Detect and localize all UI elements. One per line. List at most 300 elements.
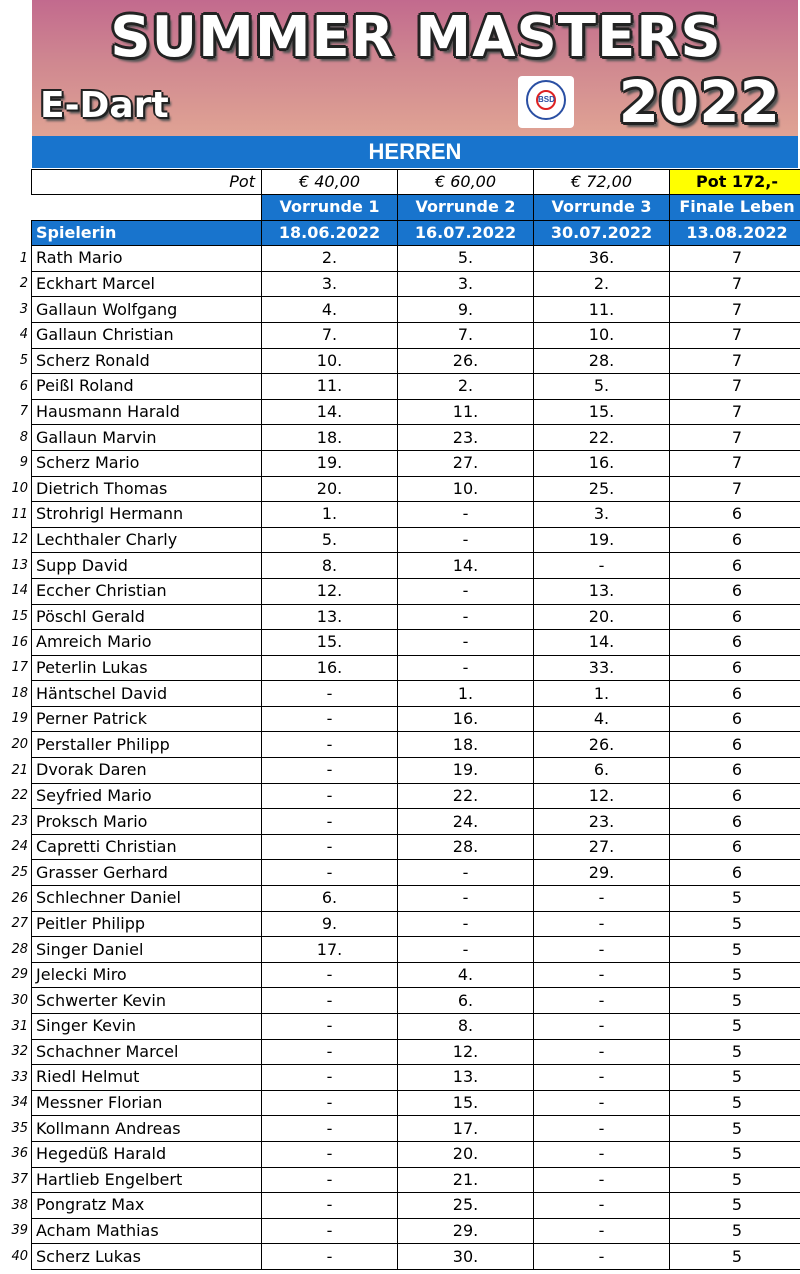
round-1-place: - bbox=[262, 732, 398, 758]
player-name: Proksch Mario bbox=[32, 809, 262, 835]
table-row bbox=[32, 1218, 800, 1244]
header-date-3: 30.07.2022 bbox=[534, 220, 670, 246]
table-row bbox=[32, 1193, 800, 1219]
player-name: Dvorak Daren bbox=[32, 758, 262, 784]
row-number: 33 bbox=[11, 1069, 28, 1085]
round-2-place: 14. bbox=[398, 553, 534, 579]
row-number: 23 bbox=[11, 813, 28, 829]
round-2-place: - bbox=[398, 578, 534, 604]
round-2-place: - bbox=[398, 502, 534, 528]
final-lives: 6 bbox=[670, 527, 800, 553]
table-row bbox=[32, 399, 800, 425]
round-3-place: 23. bbox=[534, 809, 670, 835]
player-name: Schachner Marcel bbox=[32, 1039, 262, 1065]
final-lives: 6 bbox=[670, 860, 800, 886]
round-1-place: 2. bbox=[262, 246, 398, 272]
round-1-place: 7. bbox=[262, 322, 398, 348]
player-name: Hegedüß Harald bbox=[32, 1141, 262, 1167]
round-2-place: - bbox=[398, 604, 534, 630]
round-3-place: - bbox=[534, 1141, 670, 1167]
round-3-place: 25. bbox=[534, 476, 670, 502]
round-2-place: 2. bbox=[398, 374, 534, 400]
round-2-place: 16. bbox=[398, 706, 534, 732]
row-number: 30 bbox=[11, 992, 28, 1008]
round-2-place: - bbox=[398, 527, 534, 553]
row-number: 13 bbox=[11, 557, 28, 573]
round-1-place: - bbox=[262, 834, 398, 860]
table-row bbox=[32, 1167, 800, 1193]
player-name: Eccher Christian bbox=[32, 578, 262, 604]
row-number: 5 bbox=[19, 353, 28, 369]
header-date-2: 16.07.2022 bbox=[398, 220, 534, 246]
header-round-3: Vorrunde 3 bbox=[534, 195, 670, 221]
round-3-place: 28. bbox=[534, 348, 670, 374]
round-3-place: 2. bbox=[534, 271, 670, 297]
bsd-logo-icon bbox=[518, 76, 574, 128]
final-lives: 5 bbox=[670, 962, 800, 988]
row-number: 7 bbox=[19, 404, 28, 420]
round-3-place: 4. bbox=[534, 706, 670, 732]
row-number: 1 bbox=[19, 250, 28, 266]
player-name: Eckhart Marcel bbox=[32, 271, 262, 297]
table-row bbox=[32, 553, 800, 579]
table-row bbox=[32, 1090, 800, 1116]
logo-mark: BSD bbox=[536, 90, 556, 110]
banner-year: 2022 bbox=[618, 68, 780, 136]
header-date-final: 13.08.2022 bbox=[670, 220, 800, 246]
round-1-place: - bbox=[262, 809, 398, 835]
row-number: 39 bbox=[11, 1223, 28, 1239]
round-2-place: 20. bbox=[398, 1141, 534, 1167]
round-1-place: 14. bbox=[262, 399, 398, 425]
final-lives: 6 bbox=[670, 630, 800, 656]
player-name: Singer Daniel bbox=[32, 937, 262, 963]
round-2-place: - bbox=[398, 886, 534, 912]
round-2-place: 29. bbox=[398, 1218, 534, 1244]
row-number: 27 bbox=[11, 916, 28, 932]
row-number: 14 bbox=[11, 583, 28, 599]
final-lives: 7 bbox=[670, 425, 800, 451]
final-lives: 7 bbox=[670, 348, 800, 374]
row-number: 29 bbox=[11, 967, 28, 983]
row-number: 10 bbox=[11, 481, 28, 497]
final-lives: 5 bbox=[670, 1167, 800, 1193]
round-1-place: - bbox=[262, 1141, 398, 1167]
table-row bbox=[32, 604, 800, 630]
final-lives: 7 bbox=[670, 450, 800, 476]
round-3-place: - bbox=[534, 553, 670, 579]
round-3-place: 22. bbox=[534, 425, 670, 451]
round-1-place: 19. bbox=[262, 450, 398, 476]
round-1-place: - bbox=[262, 1014, 398, 1040]
round-3-place: 1. bbox=[534, 681, 670, 707]
final-lives: 6 bbox=[670, 502, 800, 528]
table-row bbox=[32, 1039, 800, 1065]
final-lives: 6 bbox=[670, 578, 800, 604]
row-number: 25 bbox=[11, 864, 28, 880]
round-1-place: 10. bbox=[262, 348, 398, 374]
player-name: Dietrich Thomas bbox=[32, 476, 262, 502]
row-number: 26 bbox=[11, 890, 28, 906]
round-2-place: 22. bbox=[398, 783, 534, 809]
final-lives: 5 bbox=[670, 1193, 800, 1219]
round-1-place: 12. bbox=[262, 578, 398, 604]
player-name: Supp David bbox=[32, 553, 262, 579]
table-row bbox=[32, 1141, 800, 1167]
player-name: Schwerter Kevin bbox=[32, 988, 262, 1014]
table-row bbox=[32, 962, 800, 988]
final-lives: 5 bbox=[670, 1090, 800, 1116]
final-lives: 6 bbox=[670, 758, 800, 784]
round-3-place: 29. bbox=[534, 860, 670, 886]
player-name: Acham Mathias bbox=[32, 1218, 262, 1244]
round-3-place: 12. bbox=[534, 783, 670, 809]
round-3-place: - bbox=[534, 1090, 670, 1116]
header-date-1: 18.06.2022 bbox=[262, 220, 398, 246]
round-3-place: 10. bbox=[534, 322, 670, 348]
round-2-place: 9. bbox=[398, 297, 534, 323]
round-2-place: 10. bbox=[398, 476, 534, 502]
round-2-place: 3. bbox=[398, 271, 534, 297]
section-title: HERREN bbox=[32, 136, 798, 168]
round-1-place: - bbox=[262, 962, 398, 988]
final-lives: 6 bbox=[670, 809, 800, 835]
row-number: 32 bbox=[11, 1044, 28, 1060]
final-lives: 6 bbox=[670, 834, 800, 860]
round-2-place: - bbox=[398, 911, 534, 937]
round-1-place: - bbox=[262, 1116, 398, 1142]
final-lives: 5 bbox=[670, 937, 800, 963]
banner-subtitle: E-Dart bbox=[40, 85, 169, 126]
round-2-place: - bbox=[398, 630, 534, 656]
row-number: 19 bbox=[11, 711, 28, 727]
row-number: 20 bbox=[11, 736, 28, 752]
round-3-place: 19. bbox=[534, 527, 670, 553]
round-2-place: - bbox=[398, 655, 534, 681]
round-3-place: - bbox=[534, 1167, 670, 1193]
final-lives: 6 bbox=[670, 681, 800, 707]
final-lives: 7 bbox=[670, 246, 800, 272]
table-row bbox=[32, 1014, 800, 1040]
row-number: 4 bbox=[19, 327, 28, 343]
final-lives: 7 bbox=[670, 271, 800, 297]
round-3-place: 13. bbox=[534, 578, 670, 604]
player-name: Peitler Philipp bbox=[32, 911, 262, 937]
header-spacer bbox=[32, 195, 262, 221]
row-number: 17 bbox=[11, 660, 28, 676]
round-3-place: - bbox=[534, 1014, 670, 1040]
round-2-place: 8. bbox=[398, 1014, 534, 1040]
final-lives: 6 bbox=[670, 706, 800, 732]
round-3-place: 20. bbox=[534, 604, 670, 630]
round-3-place: 6. bbox=[534, 758, 670, 784]
row-number: 12 bbox=[11, 532, 28, 548]
results-table bbox=[31, 169, 800, 1270]
player-name: Gallaun Marvin bbox=[32, 425, 262, 451]
round-1-place: - bbox=[262, 1218, 398, 1244]
table-row bbox=[32, 476, 800, 502]
header-round-1: Vorrunde 1 bbox=[262, 195, 398, 221]
table-row bbox=[32, 937, 800, 963]
table-row bbox=[32, 374, 800, 400]
table-row bbox=[32, 271, 800, 297]
round-1-place: - bbox=[262, 758, 398, 784]
round-2-place: 27. bbox=[398, 450, 534, 476]
round-2-place: 1. bbox=[398, 681, 534, 707]
table-row bbox=[32, 1244, 800, 1270]
player-name: Perner Patrick bbox=[32, 706, 262, 732]
player-name: Amreich Mario bbox=[32, 630, 262, 656]
table-row bbox=[32, 988, 800, 1014]
round-2-place: 17. bbox=[398, 1116, 534, 1142]
row-number: 36 bbox=[11, 1146, 28, 1162]
table-row bbox=[32, 860, 800, 886]
final-lives: 7 bbox=[670, 322, 800, 348]
pot-label: Pot bbox=[32, 170, 262, 195]
player-name: Strohrigl Hermann bbox=[32, 502, 262, 528]
round-1-place: 3. bbox=[262, 271, 398, 297]
player-name: Pöschl Gerald bbox=[32, 604, 262, 630]
round-1-place: - bbox=[262, 1039, 398, 1065]
round-2-place: 19. bbox=[398, 758, 534, 784]
round-2-place: 26. bbox=[398, 348, 534, 374]
round-2-place: 5. bbox=[398, 246, 534, 272]
final-lives: 7 bbox=[670, 374, 800, 400]
round-3-place: - bbox=[534, 962, 670, 988]
table-row bbox=[32, 322, 800, 348]
header-final: Finale Leben bbox=[670, 195, 800, 221]
row-number: 6 bbox=[19, 378, 28, 394]
table-row bbox=[32, 732, 800, 758]
round-2-place: - bbox=[398, 860, 534, 886]
round-2-place: 25. bbox=[398, 1193, 534, 1219]
round-2-place: 30. bbox=[398, 1244, 534, 1270]
round-3-place: - bbox=[534, 1218, 670, 1244]
round-3-place: - bbox=[534, 1039, 670, 1065]
round-3-place: - bbox=[534, 988, 670, 1014]
round-3-place: 3. bbox=[534, 502, 670, 528]
row-number: 18 bbox=[11, 685, 28, 701]
row-number: 31 bbox=[11, 1018, 28, 1034]
round-1-place: - bbox=[262, 860, 398, 886]
player-name: Kollmann Andreas bbox=[32, 1116, 262, 1142]
round-1-place: - bbox=[262, 1193, 398, 1219]
table-row bbox=[32, 1116, 800, 1142]
row-number: 16 bbox=[11, 634, 28, 650]
final-lives: 5 bbox=[670, 1014, 800, 1040]
final-lives: 5 bbox=[670, 1065, 800, 1091]
round-2-place: 21. bbox=[398, 1167, 534, 1193]
row-number: 3 bbox=[19, 301, 28, 317]
round-1-place: 1. bbox=[262, 502, 398, 528]
round-2-place: 24. bbox=[398, 809, 534, 835]
player-name: Hausmann Harald bbox=[32, 399, 262, 425]
table-row bbox=[32, 834, 800, 860]
date-header-row bbox=[32, 220, 800, 246]
round-3-place: 15. bbox=[534, 399, 670, 425]
round-2-place: - bbox=[398, 937, 534, 963]
final-lives: 6 bbox=[670, 553, 800, 579]
player-name: Capretti Christian bbox=[32, 834, 262, 860]
round-2-place: 11. bbox=[398, 399, 534, 425]
final-lives: 5 bbox=[670, 1244, 800, 1270]
round-1-place: 8. bbox=[262, 553, 398, 579]
final-lives: 5 bbox=[670, 1116, 800, 1142]
round-1-place: 6. bbox=[262, 886, 398, 912]
table-row bbox=[32, 630, 800, 656]
row-number: 21 bbox=[11, 762, 28, 778]
row-number: 8 bbox=[19, 429, 28, 445]
round-1-place: 13. bbox=[262, 604, 398, 630]
round-1-place: 11. bbox=[262, 374, 398, 400]
round-1-place: 5. bbox=[262, 527, 398, 553]
round-3-place: 14. bbox=[534, 630, 670, 656]
round-3-place: - bbox=[534, 1193, 670, 1219]
player-name: Schlechner Daniel bbox=[32, 886, 262, 912]
row-number: 9 bbox=[19, 455, 28, 471]
round-2-place: 13. bbox=[398, 1065, 534, 1091]
final-lives: 6 bbox=[670, 732, 800, 758]
player-name: Messner Florian bbox=[32, 1090, 262, 1116]
round-2-place: 18. bbox=[398, 732, 534, 758]
row-number: 37 bbox=[11, 1172, 28, 1188]
round-1-place: - bbox=[262, 706, 398, 732]
round-1-place: 18. bbox=[262, 425, 398, 451]
player-name: Hartlieb Engelbert bbox=[32, 1167, 262, 1193]
round-1-place: 9. bbox=[262, 911, 398, 937]
table-row bbox=[32, 783, 800, 809]
header-name: Spielerin bbox=[32, 220, 262, 246]
round-3-place: 11. bbox=[534, 297, 670, 323]
row-number: 34 bbox=[11, 1095, 28, 1111]
player-name: Scherz Mario bbox=[32, 450, 262, 476]
round-3-place: 36. bbox=[534, 246, 670, 272]
final-lives: 6 bbox=[670, 655, 800, 681]
round-3-place: - bbox=[534, 937, 670, 963]
round-2-place: 6. bbox=[398, 988, 534, 1014]
round-2-place: 15. bbox=[398, 1090, 534, 1116]
header-round-2: Vorrunde 2 bbox=[398, 195, 534, 221]
round-3-place: 33. bbox=[534, 655, 670, 681]
round-1-place: - bbox=[262, 988, 398, 1014]
round-1-place: 15. bbox=[262, 630, 398, 656]
round-1-place: - bbox=[262, 1167, 398, 1193]
pot-value-1: € 40,00 bbox=[262, 170, 398, 195]
player-name: Jelecki Miro bbox=[32, 962, 262, 988]
final-lives: 7 bbox=[670, 297, 800, 323]
player-name: Gallaun Wolfgang bbox=[32, 297, 262, 323]
player-name: Riedl Helmut bbox=[32, 1065, 262, 1091]
pot-value-2: € 60,00 bbox=[398, 170, 534, 195]
pot-value-3: € 72,00 bbox=[534, 170, 670, 195]
row-number: 2 bbox=[19, 276, 28, 292]
round-2-place: 12. bbox=[398, 1039, 534, 1065]
round-3-place: 27. bbox=[534, 834, 670, 860]
final-lives: 5 bbox=[670, 1141, 800, 1167]
pot-final: Pot 172,- bbox=[670, 170, 800, 195]
player-name: Gallaun Christian bbox=[32, 322, 262, 348]
final-lives: 5 bbox=[670, 988, 800, 1014]
round-1-place: - bbox=[262, 1065, 398, 1091]
player-name: Peißl Roland bbox=[32, 374, 262, 400]
player-name: Perstaller Philipp bbox=[32, 732, 262, 758]
round-2-place: 28. bbox=[398, 834, 534, 860]
player-name: Grasser Gerhard bbox=[32, 860, 262, 886]
final-lives: 6 bbox=[670, 604, 800, 630]
table-row bbox=[32, 425, 800, 451]
table-row bbox=[32, 681, 800, 707]
player-name: Peterlin Lukas bbox=[32, 655, 262, 681]
round-1-place: - bbox=[262, 1244, 398, 1270]
round-1-place: 20. bbox=[262, 476, 398, 502]
banner-title: SUMMER MASTERS bbox=[110, 5, 722, 70]
row-number: 24 bbox=[11, 839, 28, 855]
final-lives: 7 bbox=[670, 399, 800, 425]
round-3-place: - bbox=[534, 1244, 670, 1270]
table-row bbox=[32, 809, 800, 835]
table-row bbox=[32, 297, 800, 323]
final-lives: 6 bbox=[670, 783, 800, 809]
table-row bbox=[32, 450, 800, 476]
row-number: 11 bbox=[11, 506, 28, 522]
round-1-place: 4. bbox=[262, 297, 398, 323]
round-3-place: - bbox=[534, 1116, 670, 1142]
table-row bbox=[32, 502, 800, 528]
pot-row bbox=[32, 170, 800, 195]
player-name: Scherz Ronald bbox=[32, 348, 262, 374]
row-number: 22 bbox=[11, 788, 28, 804]
row-number: 40 bbox=[11, 1248, 28, 1264]
player-name: Scherz Lukas bbox=[32, 1244, 262, 1270]
table-row bbox=[32, 527, 800, 553]
final-lives: 5 bbox=[670, 1218, 800, 1244]
round-1-place: - bbox=[262, 1090, 398, 1116]
round-3-place: - bbox=[534, 911, 670, 937]
player-name: Lechthaler Charly bbox=[32, 527, 262, 553]
round-3-place: 5. bbox=[534, 374, 670, 400]
banner bbox=[32, 0, 798, 136]
row-number: 28 bbox=[11, 941, 28, 957]
final-lives: 5 bbox=[670, 886, 800, 912]
table-row bbox=[32, 246, 800, 272]
round-2-place: 23. bbox=[398, 425, 534, 451]
round-3-place: - bbox=[534, 1065, 670, 1091]
round-1-place: - bbox=[262, 681, 398, 707]
table-row bbox=[32, 1065, 800, 1091]
player-name: Singer Kevin bbox=[32, 1014, 262, 1040]
round-1-place: - bbox=[262, 783, 398, 809]
row-number: 35 bbox=[11, 1120, 28, 1136]
row-number: 38 bbox=[11, 1197, 28, 1213]
player-name: Pongratz Max bbox=[32, 1193, 262, 1219]
round-3-place: - bbox=[534, 886, 670, 912]
round-header-row bbox=[32, 195, 800, 221]
table-row bbox=[32, 348, 800, 374]
round-1-place: 16. bbox=[262, 655, 398, 681]
table-row bbox=[32, 655, 800, 681]
player-name: Häntschel David bbox=[32, 681, 262, 707]
table-row bbox=[32, 911, 800, 937]
round-2-place: 4. bbox=[398, 962, 534, 988]
round-3-place: 26. bbox=[534, 732, 670, 758]
table-row bbox=[32, 578, 800, 604]
final-lives: 5 bbox=[670, 911, 800, 937]
round-3-place: 16. bbox=[534, 450, 670, 476]
table-row bbox=[32, 706, 800, 732]
row-number: 15 bbox=[11, 609, 28, 624]
player-name: Seyfried Mario bbox=[32, 783, 262, 809]
round-1-place: 17. bbox=[262, 937, 398, 963]
